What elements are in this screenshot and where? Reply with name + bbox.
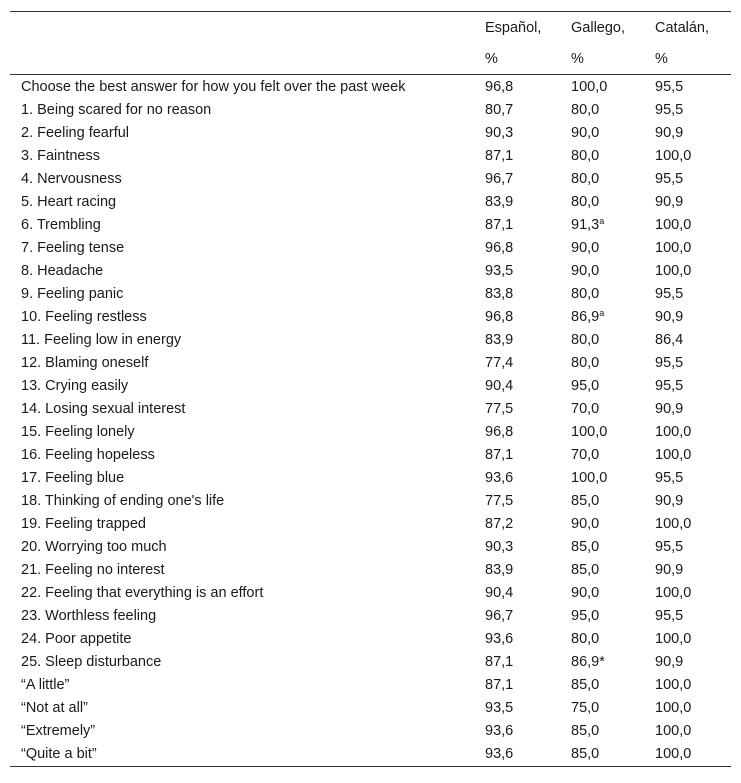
row-item-label: 13. Crying easily bbox=[21, 377, 129, 394]
table-row bbox=[10, 190, 731, 213]
row-item-label: 8. Headache bbox=[21, 262, 104, 279]
cell-gallego bbox=[564, 581, 648, 604]
cell-gallego bbox=[564, 650, 648, 673]
cell-espanol: 96,7 bbox=[485, 607, 514, 624]
table-row bbox=[10, 236, 731, 259]
cell-espanol: 87,1 bbox=[485, 653, 514, 670]
table-row bbox=[10, 742, 731, 767]
table-row bbox=[10, 305, 731, 328]
cell-gallego bbox=[564, 259, 648, 282]
cell-gallego-value: 85,0 bbox=[571, 492, 600, 509]
cell-gallego bbox=[564, 489, 648, 512]
table-body bbox=[10, 75, 731, 767]
cell-catalan: 95,5 bbox=[655, 354, 684, 371]
cell-espanol: 90,4 bbox=[485, 584, 514, 601]
header-unit-catalan: % bbox=[648, 44, 731, 75]
cell-gallego-value: 90,0 bbox=[571, 124, 600, 141]
header-row-units bbox=[10, 44, 731, 75]
cell-gallego-value: 80,0 bbox=[571, 285, 600, 302]
cell-catalan: 100,0 bbox=[655, 515, 692, 532]
results-table bbox=[10, 11, 731, 767]
table-row bbox=[10, 512, 731, 535]
cell-gallego bbox=[564, 190, 648, 213]
cell-espanol: 83,9 bbox=[485, 331, 514, 348]
table-row bbox=[10, 466, 731, 489]
row-item-label: 5. Heart racing bbox=[21, 193, 117, 210]
cell-catalan: 100,0 bbox=[655, 699, 692, 716]
cell-espanol: 96,8 bbox=[485, 308, 514, 325]
row-item-label: 2. Feeling fearful bbox=[21, 124, 130, 141]
cell-espanol: 83,8 bbox=[485, 285, 514, 302]
table-row bbox=[10, 213, 731, 236]
table-row bbox=[10, 121, 731, 144]
row-item-label: “A little” bbox=[21, 676, 70, 693]
cell-catalan: 100,0 bbox=[648, 742, 731, 767]
cell-espanol: 93,5 bbox=[485, 262, 514, 279]
cell-gallego-value: 90,0 bbox=[571, 239, 600, 256]
header-row-languages bbox=[10, 12, 731, 45]
table-row bbox=[10, 282, 731, 305]
cell-gallego bbox=[564, 535, 648, 558]
table-row bbox=[10, 489, 731, 512]
table-row bbox=[10, 328, 731, 351]
row-item-label: 21. Feeling no interest bbox=[21, 561, 165, 578]
cell-catalan: 95,5 bbox=[655, 538, 684, 555]
cell-gallego-value: 100,0 bbox=[571, 469, 608, 486]
cell-gallego bbox=[564, 351, 648, 374]
cell-espanol: 96,7 bbox=[485, 170, 514, 187]
table-row bbox=[10, 98, 731, 121]
cell-gallego-value: 90,0 bbox=[571, 515, 600, 532]
table-header bbox=[10, 12, 731, 75]
cell-espanol: 93,6 bbox=[485, 722, 514, 739]
cell-catalan: 100,0 bbox=[655, 584, 692, 601]
table-row bbox=[10, 535, 731, 558]
footnote-marker: a bbox=[599, 215, 605, 226]
row-item-label: “Quite a bit” bbox=[10, 742, 478, 767]
cell-catalan: 95,5 bbox=[655, 78, 684, 95]
cell-catalan: 95,5 bbox=[655, 285, 684, 302]
row-item-label: 6. Trembling bbox=[21, 216, 101, 233]
cell-catalan: 90,9 bbox=[655, 193, 684, 210]
cell-gallego-value: 95,0 bbox=[571, 377, 600, 394]
table-row bbox=[10, 604, 731, 627]
table-row bbox=[10, 673, 731, 696]
cell-catalan: 90,9 bbox=[655, 653, 684, 670]
cell-gallego-value: 90,0 bbox=[571, 262, 600, 279]
cell-gallego bbox=[564, 305, 648, 328]
cell-espanol: 77,5 bbox=[485, 492, 514, 509]
cell-gallego bbox=[564, 742, 648, 767]
cell-espanol: 96,8 bbox=[485, 423, 514, 440]
cell-gallego-value: 80,0 bbox=[571, 147, 600, 164]
header-unit-blank bbox=[10, 44, 478, 75]
cell-espanol: 80,7 bbox=[485, 101, 514, 118]
cell-gallego bbox=[564, 719, 648, 742]
row-item-label: 16. Feeling hopeless bbox=[21, 446, 155, 463]
cell-gallego-value: 100,0 bbox=[571, 78, 608, 95]
cell-catalan: 90,9 bbox=[655, 561, 684, 578]
table-row bbox=[10, 167, 731, 190]
cell-gallego bbox=[564, 213, 648, 236]
row-item-label: Choose the best answer for how you felt over the past week bbox=[21, 78, 406, 95]
cell-gallego-value: 70,0 bbox=[571, 446, 600, 463]
cell-espanol: 87,1 bbox=[485, 676, 514, 693]
cell-catalan: 86,4 bbox=[655, 331, 684, 348]
cell-gallego-value: 85,0 bbox=[571, 538, 600, 555]
row-item-label: 24. Poor appetite bbox=[21, 630, 132, 647]
cell-catalan: 100,0 bbox=[655, 630, 692, 647]
cell-espanol: 87,1 bbox=[485, 446, 514, 463]
table-row bbox=[10, 719, 731, 742]
cell-espanol: 96,8 bbox=[485, 78, 514, 95]
footnote-marker: a bbox=[599, 307, 605, 318]
cell-gallego-value: 70,0 bbox=[571, 400, 600, 417]
cell-gallego-value: 90,0 bbox=[571, 584, 600, 601]
cell-espanol: 90,3 bbox=[485, 538, 514, 555]
cell-espanol: 93,6 bbox=[485, 469, 514, 486]
row-item-label: “Not at all” bbox=[21, 699, 88, 716]
row-item-label: 25. Sleep disturbance bbox=[21, 653, 162, 670]
cell-espanol: 90,3 bbox=[485, 124, 514, 141]
header-unit-gallego: % bbox=[564, 44, 648, 75]
header-unit-espanol: % bbox=[478, 44, 564, 75]
cell-gallego bbox=[564, 75, 648, 99]
cell-gallego-value: 95,0 bbox=[571, 607, 600, 624]
cell-espanol: 83,9 bbox=[485, 193, 514, 210]
row-item-label: 18. Thinking of ending one's life bbox=[21, 492, 225, 509]
row-item-label: 4. Nervousness bbox=[21, 170, 122, 187]
row-item-label: 12. Blaming oneself bbox=[21, 354, 149, 371]
cell-espanol: 87,1 bbox=[485, 216, 514, 233]
cell-gallego-value: 80,0 bbox=[571, 101, 600, 118]
cell-gallego-value: 100,0 bbox=[571, 423, 608, 440]
cell-gallego bbox=[564, 167, 648, 190]
cell-gallego bbox=[564, 121, 648, 144]
row-item-label: 20. Worrying too much bbox=[21, 538, 167, 555]
cell-catalan: 90,9 bbox=[655, 308, 684, 325]
table-row bbox=[10, 75, 731, 99]
cell-espanol: 93,6 bbox=[478, 742, 564, 767]
cell-gallego-value: 85,0 bbox=[571, 722, 600, 739]
cell-gallego bbox=[564, 374, 648, 397]
cell-catalan: 95,5 bbox=[655, 101, 684, 118]
cell-gallego bbox=[564, 282, 648, 305]
cell-catalan: 90,9 bbox=[655, 124, 684, 141]
cell-catalan: 100,0 bbox=[655, 446, 692, 463]
cell-gallego-value: 85,0 bbox=[571, 676, 600, 693]
cell-gallego bbox=[564, 420, 648, 443]
row-item-label: 1. Being scared for no reason bbox=[21, 101, 212, 118]
row-item-label: 10. Feeling restless bbox=[21, 308, 147, 325]
cell-espanol: 77,4 bbox=[485, 354, 514, 371]
cell-gallego bbox=[564, 397, 648, 420]
cell-espanol: 87,2 bbox=[485, 515, 514, 532]
cell-gallego-value: 75,0 bbox=[571, 699, 600, 716]
row-item-label: 11. Feeling low in energy bbox=[21, 331, 182, 348]
cell-gallego bbox=[564, 328, 648, 351]
cell-catalan: 100,0 bbox=[655, 423, 692, 440]
table-row bbox=[10, 581, 731, 604]
cell-gallego bbox=[564, 558, 648, 581]
cell-gallego bbox=[564, 466, 648, 489]
table-row bbox=[10, 397, 731, 420]
header-gallego: Gallego, bbox=[564, 12, 648, 45]
header-item-blank bbox=[10, 12, 478, 45]
cell-catalan: 90,9 bbox=[655, 492, 684, 509]
cell-gallego-value: 85,0 bbox=[571, 561, 600, 578]
row-item-label: 14. Losing sexual interest bbox=[21, 400, 186, 417]
cell-catalan: 100,0 bbox=[655, 216, 692, 233]
cell-gallego bbox=[564, 236, 648, 259]
cell-catalan: 95,5 bbox=[655, 377, 684, 394]
cell-espanol: 87,1 bbox=[485, 147, 514, 164]
cell-gallego-value: 80,0 bbox=[571, 354, 600, 371]
table-row bbox=[10, 420, 731, 443]
header-catalan: Catalán, bbox=[648, 12, 731, 45]
cell-catalan: 100,0 bbox=[655, 147, 692, 164]
cell-gallego-value: 80,0 bbox=[571, 193, 600, 210]
cell-espanol: 77,5 bbox=[485, 400, 514, 417]
cell-gallego-value: 80,0 bbox=[571, 331, 600, 348]
row-item-label: 23. Worthless feeling bbox=[21, 607, 157, 624]
cell-gallego-value: 80,0 bbox=[571, 170, 600, 187]
cell-gallego-value: 80,0 bbox=[571, 630, 600, 647]
row-item-label: 9. Feeling panic bbox=[21, 285, 124, 302]
cell-gallego bbox=[564, 144, 648, 167]
cell-catalan: 100,0 bbox=[655, 239, 692, 256]
cell-gallego bbox=[564, 696, 648, 719]
table-row bbox=[10, 144, 731, 167]
cell-gallego bbox=[564, 512, 648, 535]
cell-catalan: 100,0 bbox=[655, 262, 692, 279]
cell-catalan: 95,5 bbox=[655, 469, 684, 486]
cell-gallego bbox=[564, 673, 648, 696]
table-row bbox=[10, 351, 731, 374]
cell-gallego-value: 85,0 bbox=[571, 746, 600, 762]
table-row bbox=[10, 443, 731, 466]
cell-catalan: 95,5 bbox=[655, 607, 684, 624]
cell-gallego bbox=[564, 627, 648, 650]
cell-gallego bbox=[564, 443, 648, 466]
cell-espanol: 90,4 bbox=[485, 377, 514, 394]
cell-espanol: 96,8 bbox=[485, 239, 514, 256]
cell-catalan: 95,5 bbox=[655, 170, 684, 187]
table-row bbox=[10, 627, 731, 650]
row-item-label: 19. Feeling trapped bbox=[21, 515, 146, 532]
cell-gallego-value: 86,9 bbox=[571, 308, 600, 325]
cell-catalan: 100,0 bbox=[655, 722, 692, 739]
cell-gallego bbox=[564, 604, 648, 627]
cell-espanol: 93,5 bbox=[485, 699, 514, 716]
cell-espanol: 93,6 bbox=[485, 630, 514, 647]
cell-catalan: 100,0 bbox=[655, 676, 692, 693]
table-row bbox=[10, 696, 731, 719]
row-item-label: “Extremely” bbox=[21, 722, 96, 739]
cell-catalan: 90,9 bbox=[655, 400, 684, 417]
table-row bbox=[10, 374, 731, 397]
row-item-label: 7. Feeling tense bbox=[21, 239, 125, 256]
row-item-label: 3. Faintness bbox=[21, 147, 100, 164]
row-item-label: 22. Feeling that everything is an effort bbox=[21, 584, 264, 601]
cell-gallego-value: 91,3 bbox=[571, 216, 600, 233]
header-espanol: Español, bbox=[478, 12, 564, 45]
table-row bbox=[10, 259, 731, 282]
cell-gallego-value: 86,9* bbox=[571, 653, 605, 670]
table-row bbox=[10, 650, 731, 673]
cell-gallego bbox=[564, 98, 648, 121]
row-item-label: 15. Feeling lonely bbox=[21, 423, 135, 440]
row-item-label: 17. Feeling blue bbox=[21, 469, 125, 486]
cell-espanol: 83,9 bbox=[485, 561, 514, 578]
table-row bbox=[10, 558, 731, 581]
